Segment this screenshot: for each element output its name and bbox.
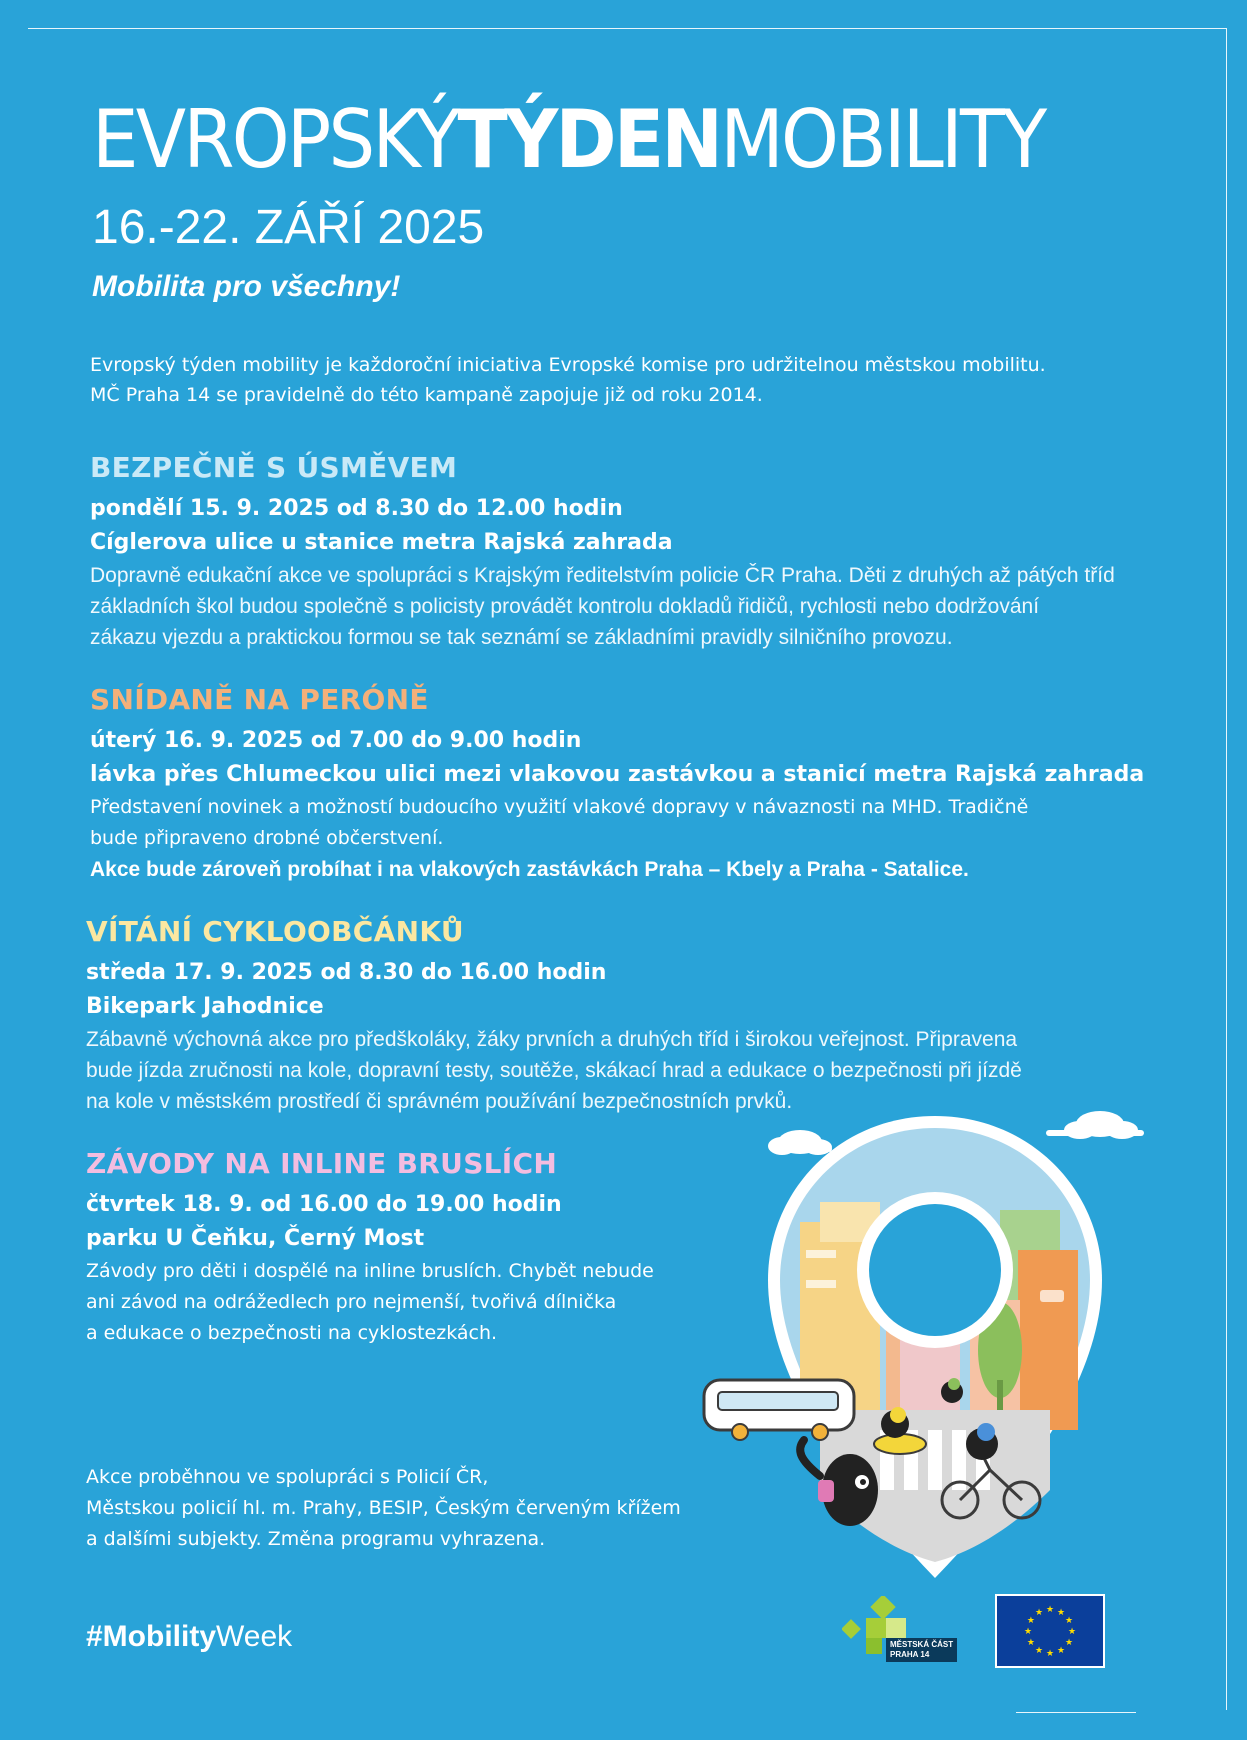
event-bezpecne-s-usmevem (90, 448, 1170, 653)
headline (92, 92, 1044, 188)
intro-line: Evropský týden mobility je každoroční iniciativa Evropské komise pro udržitelnou městskou mobilitu. (90, 354, 1046, 376)
city-mobility-illustration (700, 1110, 1170, 1580)
event-where: parku U Čeňku, Černý Most (86, 1226, 425, 1251)
intro-line: MČ Praha 14 se pravidelně do této kampaně zapojuje již od roku 2014. (90, 384, 763, 406)
eu-star-icon: ★ (1065, 1638, 1074, 1648)
description-line: Zábavně výchovná akce pro předškoláky, žáky prvních a druhých tříd i širokou veřejnost. Připravena (86, 1028, 1018, 1051)
description-line: ani závod na odrážedlech pro nejmenší, tvořivá dílnička (86, 1291, 617, 1313)
headline-part-1: EVROPSKÝ (92, 93, 458, 186)
event-description (86, 1024, 1166, 1117)
event-note: Akce bude zároveň probíhat i na vlakových zastávkách Praha – Kbely a Praha - Satalice. (90, 858, 969, 881)
slogan: Mobilita pro všechny! (92, 270, 401, 303)
eu-star-icon: ★ (1065, 1616, 1074, 1626)
event-where: Cíglerova ulice u stanice metra Rajská zahrada (90, 530, 673, 555)
description-line: Představení novinek a možností budoucího využití vlakové dopravy v návaznosti na MHD. Tradičně (90, 796, 1029, 818)
event-dates: 16.-22. ZÁŘÍ 2025 (92, 201, 485, 254)
eu-star-icon: ★ (1026, 1616, 1035, 1626)
cooperation-line: Akce proběhnou ve spolupráci s Policií ČR, (86, 1466, 489, 1488)
frame-top-line (28, 28, 1226, 29)
event-description (90, 560, 1170, 653)
description-line: zákazu vjezdu a praktickou formou se tak seznámí se základními pravidly silničního provozu. (90, 626, 953, 649)
eu-star-icon: ★ (1034, 1646, 1044, 1657)
eu-star-icon: ★ (1026, 1638, 1035, 1648)
description-line: Dopravně edukační akce ve spolupráci s Krajským ředitelstvím policie ČR Praha. Děti z druhých až pátých tříd (90, 564, 1115, 587)
event-when: úterý 16. 9. 2025 od 7.00 do 9.00 hodin (90, 728, 582, 753)
description-line: na kole v městském prostředí či správném používání bezpečnostních prvků. (86, 1090, 793, 1113)
event-title: VÍTÁNÍ CYKLOOBČÁNKŮ (86, 915, 464, 948)
eu-star-icon: ★ (1056, 1646, 1066, 1657)
eu-star-icon: ★ (1045, 1605, 1055, 1615)
eu-star-icon: ★ (1023, 1627, 1033, 1637)
description-line: Závody pro děti i dospělé na inline bruslích. Chybět nebude (86, 1260, 654, 1282)
event-when: středa 17. 9. 2025 od 8.30 do 16.00 hodin (86, 960, 607, 985)
event-description (90, 792, 1170, 854)
eu-star-icon: ★ (1056, 1607, 1066, 1618)
frame-bottom-line (1016, 1712, 1136, 1713)
frame-right-line (1226, 28, 1227, 1710)
praha-label-line: MĚSTSKÁ ČÁST (890, 1640, 954, 1649)
event-title: SNÍDANĚ NA PERÓNĚ (90, 683, 429, 716)
eu-flag-icon (995, 1594, 1105, 1668)
hashtag-rest: Week (216, 1620, 293, 1653)
cooperation-note (86, 1462, 726, 1555)
description-line: a edukace o bezpečnosti na cyklostezkách. (86, 1322, 498, 1344)
event-when: čtvrtek 18. 9. od 16.00 do 19.00 hodin (86, 1192, 562, 1217)
description-line: bude jízda zručnosti na kole, dopravní testy, soutěže, skákací hrad a edukace o bezpečnosti při jízdě (86, 1059, 1022, 1082)
eu-star-icon: ★ (1045, 1649, 1055, 1659)
event-description (86, 1256, 726, 1349)
event-vitani-cykloobcanku (86, 912, 1166, 1117)
bus-icon (704, 1380, 854, 1440)
hashtag (86, 1620, 292, 1654)
cooperation-line: Městskou policií hl. m. Prahy, BESIP, Českým červeným křížem (86, 1497, 681, 1519)
event-where: Bikepark Jahodnice (86, 994, 324, 1019)
cloud-icon (1046, 1111, 1144, 1139)
cooperation-line: a dalšími subjekty. Změna programu vyhrazena. (86, 1528, 546, 1550)
eu-star-icon: ★ (1034, 1607, 1044, 1618)
event-when: pondělí 15. 9. 2025 od 8.30 do 12.00 hodin (90, 496, 623, 521)
headline-part-3: MOBILITY (720, 93, 1045, 186)
description-line: základních škol budou společně s policisty provádět kontrolu dokladů řidičů, rychlosti nebo dodržování (90, 595, 1040, 618)
praha-label-line: PRAHA 14 (890, 1650, 930, 1659)
description-line: bude připraveno drobné občerstvení. (90, 827, 444, 849)
intro-text (90, 350, 1150, 410)
praha-14-label (886, 1638, 957, 1662)
eu-star-icon: ★ (1067, 1627, 1077, 1637)
event-title: BEZPEČNĚ S ÚSMĚVEM (90, 451, 458, 484)
cloud-icon (768, 1130, 832, 1155)
hashtag-bold: #Mobility (86, 1620, 217, 1653)
headline-part-2: TÝDEN (457, 93, 721, 186)
event-title: ZÁVODY NA INLINE BRUSLÍCH (86, 1147, 558, 1180)
event-snidane-na-perone (90, 680, 1170, 885)
event-zavody-na-inline-bruslich (86, 1144, 726, 1349)
event-where: lávka přes Chlumeckou ulici mezi vlakovou zastávkou a stanicí metra Rajská zahrada (90, 762, 1145, 787)
